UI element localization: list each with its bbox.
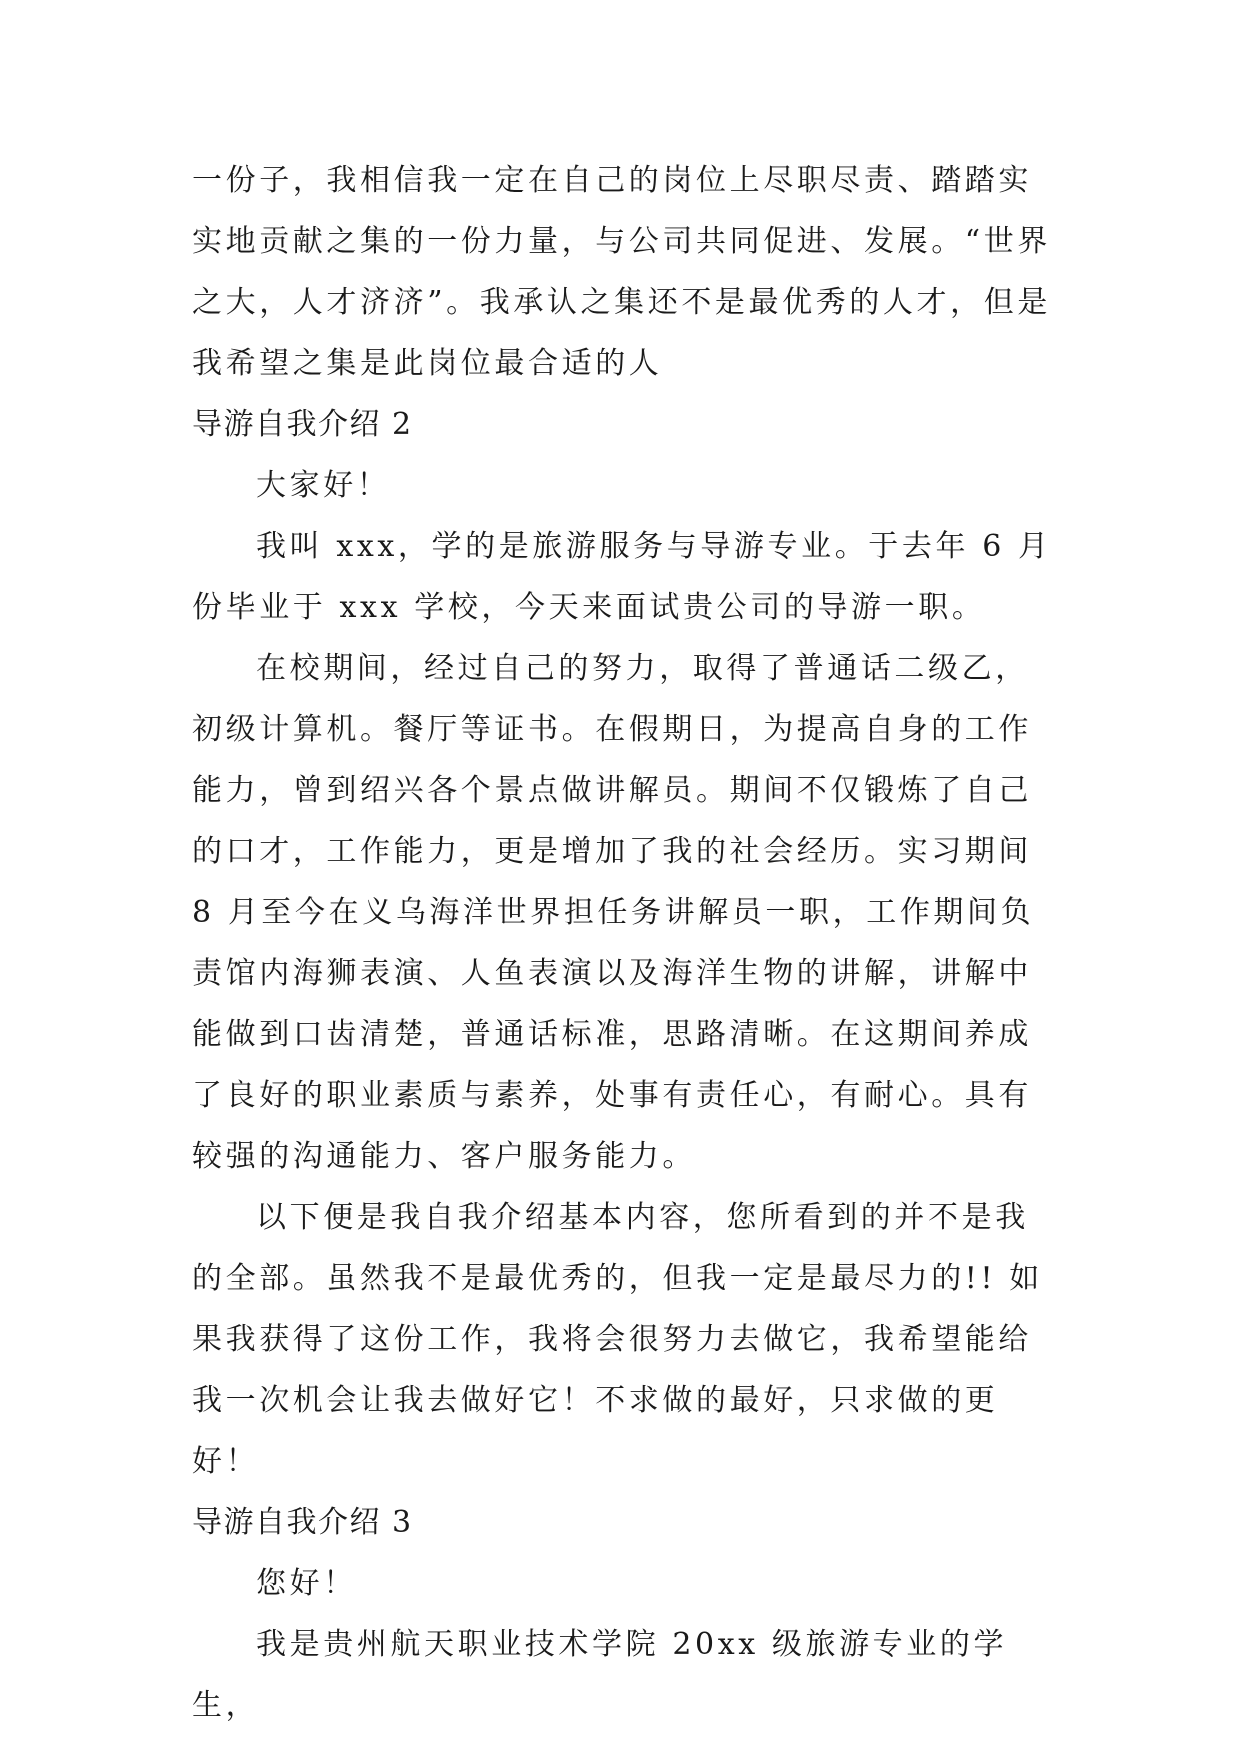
body-paragraph: 在校期间，经过自己的努力，取得了普通话二级乙，初级计算机。餐厅等证书。在假期日，为提高自身的工作能力，曾到绍兴各个景点做讲解员。期间不仅锻炼了自己的口才，工作能力，更是增加了我的社会经历。实习期间 8 月至今在义乌海洋世界担任务讲解员一职，工作期间负责馆内海狮表演、人鱼表演以及海洋生物的讲解，讲解中能做到口齿清楚，普通话标准，思路清晰。在这期间养成了良好的职业素质与素养，处事有责任心，有耐心。具有较强的沟通能力、客户服务能力。 <box>192 651 1046 1174</box>
body-paragraph: 以下便是我自我介绍基本内容，您所看到的并不是我的全部。虽然我不是最优秀的，但我一定是最尽力的!! 如果我获得了这份工作，我将会很努力去做它，我希望能给我一次机会让我去做好它！不求做的最好，只求做的更好！ <box>192 1200 1043 1479</box>
body-paragraph: 一份子，我相信我一定在自己的岗位上尽职尽责、踏踏实实地贡献之集的一份力量，与公司共同促进、发展。“世界之大，人才济济”。我承认之集还不是最优秀的人才，但是我希望之集是此岗位最合适的人 <box>192 163 1051 381</box>
section-heading: 导游自我介绍 2 <box>192 407 413 442</box>
greeting-paragraph: 大家好！ <box>256 468 391 503</box>
section-heading: 导游自我介绍 3 <box>192 1505 413 1540</box>
body-paragraph: 我是贵州航天职业技术学院 20xx 级旅游专业的学生， <box>192 1627 1008 1723</box>
document-page <box>192 150 1062 1736</box>
greeting-paragraph: 您好！ <box>256 1566 357 1601</box>
body-paragraph: 我叫 xxx，学的是旅游服务与导游专业。于去年 6 月份毕业于 xxx 学校，今天来面试贵公司的导游一职。 <box>192 529 1052 625</box>
